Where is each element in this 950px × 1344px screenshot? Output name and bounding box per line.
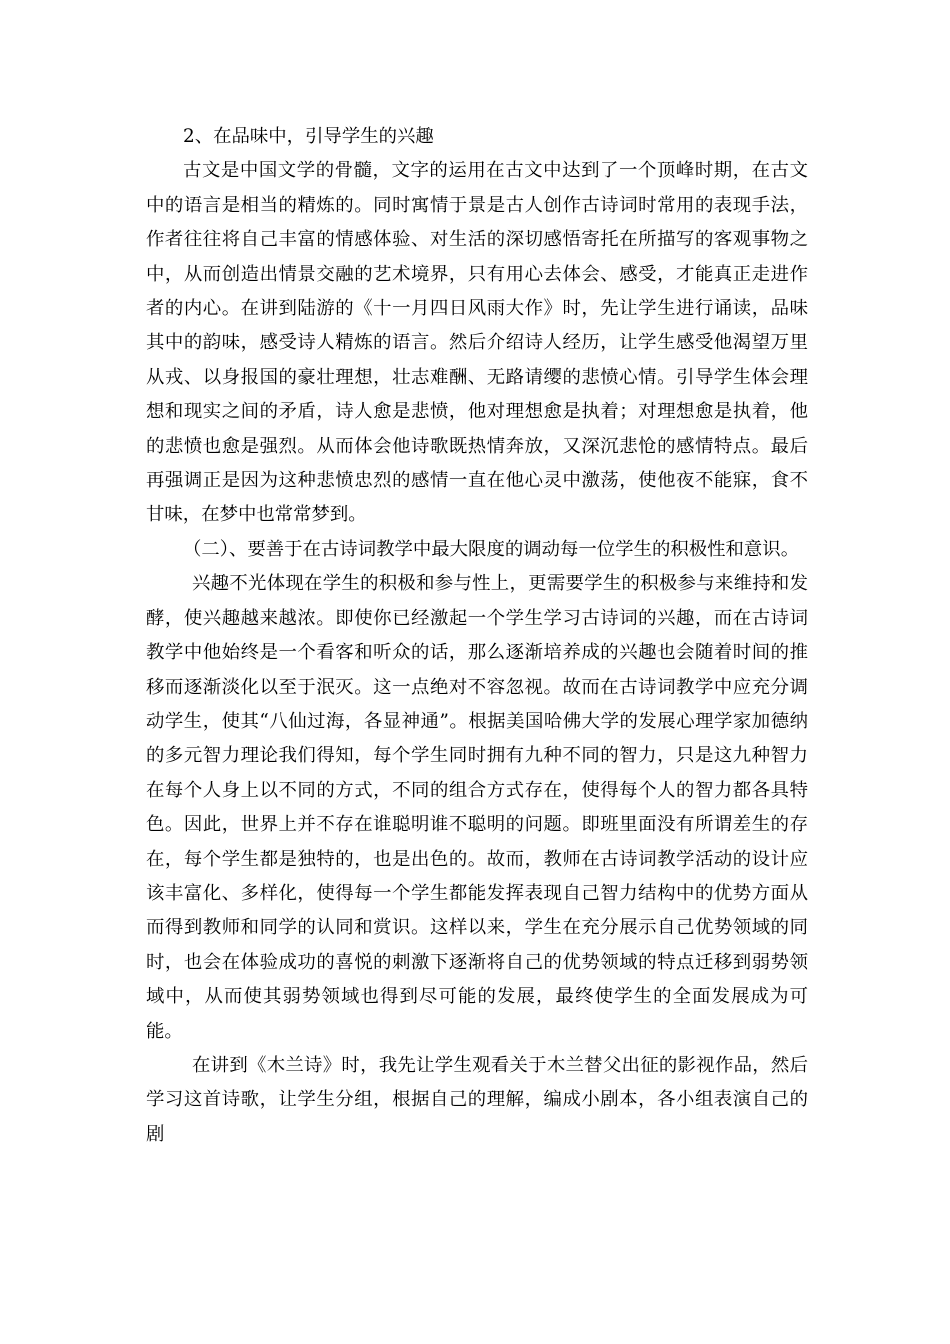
- paragraph-1: 古文是中国文学的骨髓，文字的运用在古文中达到了一个顶峰时期，在古文中的语言是相当的精炼的。同时寓情于景是古人创作古诗词时常用的表现手法，作者往往将自己丰富的情感体验、对生活的深切感悟寄托在所描写的客观事物之中，从而创造出情景交融的艺术境界，只有用心去体会、感受，才能真正走进作者的内心。在讲到陆游的《十一月四日风雨大作》时，先让学生进行诵读，品味其中的韵味，感受诗人精炼的语言。然后介绍诗人经历，让学生感受他渴望万里从戎、以身报国的豪壮理想，壮志难酬、无路请缨的悲愤心情。引导学生体会理想和现实之间的矛盾，诗人愈是悲愤，他对理想愈是执着；对理想愈是执着，他的悲愤也愈是强烈。从而体会他诗歌既热情奔放，又深沉悲怆的感情特点。最后再强调正是因为这种悲愤忠烈的感情一直在他心灵中激荡，使他夜不能寐，食不甘味，在梦中也常常梦到。: [146, 160, 808, 526]
- paragraph-3: 在讲到《木兰诗》时，我先让学生观看关于木兰替父出征的影视作品，然后学习这首诗歌，让学生分组，根据自己的理解，编成小剧本，各小组表演自己的剧: [146, 1054, 808, 1145]
- subheading-2: 2、在品味中，引导学生的兴趣: [183, 126, 434, 147]
- paragraph-2: 兴趣不光体现在学生的积极和参与性上，更需要学生的积极参与来维持和发酵，使兴趣越来越浓。即使你已经激起一个学生学习古诗词的兴趣，而在古诗词教学中他始终是一个看客和听众的话，那么逐渐培养成的兴趣也会随着时间的推移而逐渐淡化以至于泯灭。这一点绝对不容忽视。故而在古诗词教学中应充分调动学生，使其“八仙过海，各显神通”。根据美国哈佛大学的发展心理学家加德纳的多元智力理论我们得知，每个学生同时拥有九种不同的智力，只是这九种智力在每个人身上以不同的方式，不同的组合方式存在，使得每个人的智力都各具特色。因此，世界上并不存在谁聪明谁不聪明的问题。即班里面没有所谓差生的存在，每个学生都是独特的，也是出色的。故而，教师在古诗词教学活动的设计应该丰富化、多样化，使得每一个学生都能发挥表现自己智力结构中的优势方面从而得到教师和同学的认同和赏识。这样以来，学生在充分展示自己优势领域的同时，也会在体验成功的喜悦的刺激下逐渐将自己的优势领域的特点迁移到弱势领域中，从而使其弱势领域也得到尽可能的发展，最终使学生的全面发展成为可能。: [146, 573, 808, 1042]
- section-heading-2: （二）、要善于在古诗词教学中最大限度的调动每一位学生的积极性和意识。: [183, 538, 800, 560]
- document-page: [146, 120, 808, 1152]
